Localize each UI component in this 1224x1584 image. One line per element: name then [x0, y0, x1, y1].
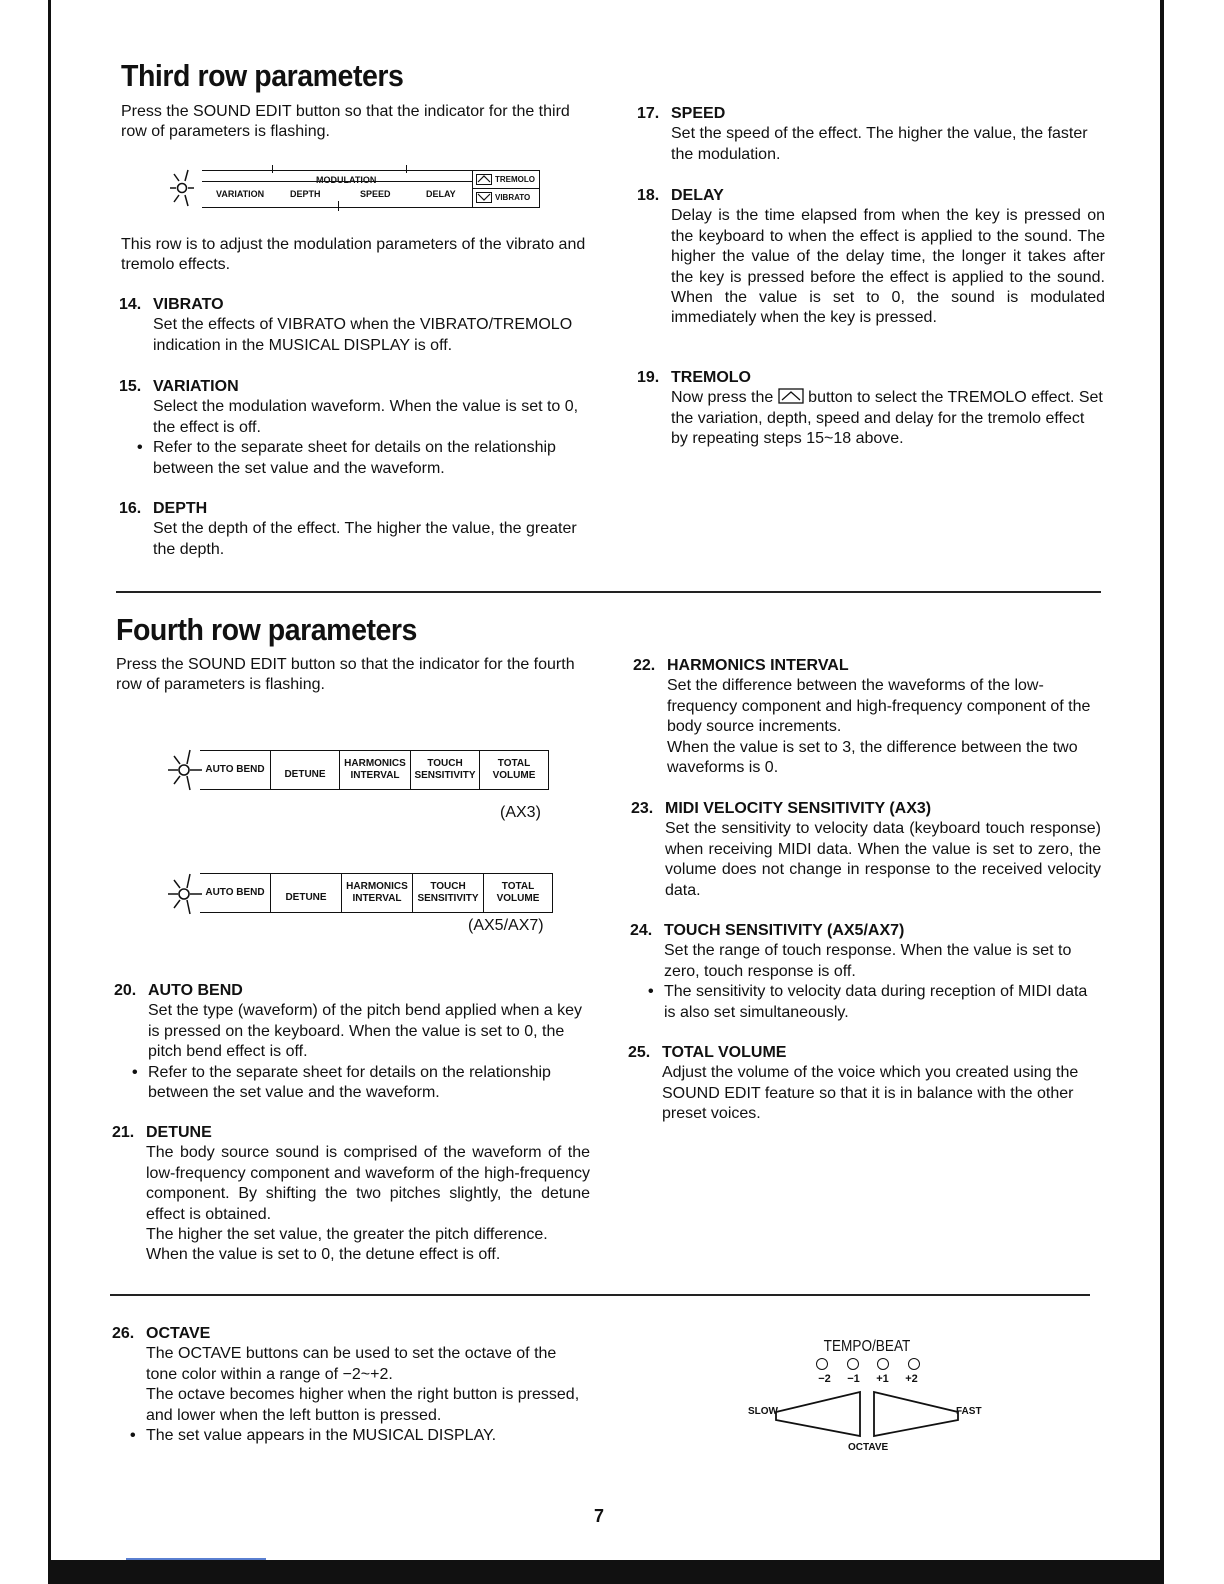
item-heading: TREMOLO: [671, 369, 751, 386]
page-edge-left: [48, 0, 51, 1584]
item-heading: VIBRATO: [153, 296, 224, 313]
item-auto-bend: 20. AUTO BEND Set the type (waveform) of the pitch bend applied when a key is pressed on the keyboard. When the value is set to 0, the pitch bend effect is off. • Refer to the separate sheet for details on the relationship between the set value and the waveform.: [114, 981, 592, 1103]
page-edge-right: [1160, 0, 1164, 1584]
model-label-ax5-ax7: (AX5/AX7): [468, 917, 544, 934]
item-heading: DEPTH: [153, 500, 208, 517]
flashing-lamp-icon: [168, 166, 204, 210]
item-midi-velocity-sensitivity: 23. MIDI VELOCITY SENSITIVITY (AX3) Set the sensitivity to velocity data (keyboard touch response) when receiving MIDI data. When the value is set to zero, the volume does not change in response to the received velocity data.: [631, 800, 1101, 899]
panel-cell-detune: DETUNE: [270, 750, 339, 790]
item-tremolo: 19. TREMOLO Now press the button to select the TREMOLO effect. Set the variation, depth, speed and delay for the tremolo effect by repeating steps 15~18 above.: [637, 369, 1103, 448]
slow-label: SLOW: [748, 1406, 778, 1417]
item-speed: 17. SPEED Set the speed of the effect. The higher the value, the faster the modulation.: [637, 105, 1088, 163]
panel-cell-touch-sensitivity: TOUCH SENSITIVITY: [410, 750, 479, 790]
panel-cell-total-volume: TOTAL VOLUME: [483, 873, 553, 913]
third-row-intro: Press the SOUND EDIT button so that the indicator for the third row of parameters is flashing.: [121, 103, 570, 141]
item-heading: TOTAL VOLUME: [662, 1044, 787, 1061]
item-harmonics-interval: 22. HARMONICS INTERVAL Set the difference between the waveforms of the low-frequency component and high-frequency component of the body source increments. When the value is set to 3, the difference between the two waveforms is 0.: [633, 657, 1091, 777]
delay-label: DELAY: [426, 189, 456, 199]
panel-cell-auto-bend: AUTO BEND: [200, 750, 270, 790]
item-heading: DETUNE: [146, 1124, 212, 1141]
item-octave: 26. OCTAVE The OCTAVE buttons can be used to set the octave of the tone color within a range of −2~+2. The octave becomes higher when the right button is pressed, and lower when the left button is pressed. • The set value appears in the MUSICAL DISPLAY.: [112, 1324, 590, 1446]
tremolo-button-icon: [778, 388, 804, 404]
depth-label: DEPTH: [290, 189, 321, 199]
panel-cell-total-volume: TOTAL VOLUME: [479, 750, 549, 790]
item-total-volume: 25. TOTAL VOLUME Adjust the volume of the voice which you created using the SOUND EDIT feature so that it is in balance with the other preset voices.: [628, 1044, 1079, 1123]
item-heading: DELAY: [671, 187, 724, 204]
lamp-icon: [908, 1358, 920, 1370]
page-number: 7: [594, 1506, 605, 1526]
fourth-row-intro: Press the SOUND EDIT button so that the indicator for the fourth row of parameters is flashing.: [116, 656, 575, 694]
octave-down-button[interactable]: [774, 1390, 864, 1438]
lamp-icon: [847, 1358, 859, 1370]
speed-label: SPEED: [360, 189, 391, 199]
vibrato-wave-icon: [476, 192, 492, 203]
fourth-row-panel-ax5-ax7: [200, 873, 553, 913]
modulation-group-label: MODULATION: [316, 175, 377, 185]
lamp-icon: [877, 1358, 889, 1370]
variation-label: VARIATION: [216, 189, 265, 199]
item-touch-sensitivity: 24. TOUCH SENSITIVITY (AX5/AX7) Set the range of touch response. When the value is set to zero, touch response is off. • The sensitivity to velocity data during reception of MIDI data is also set simultaneously.: [630, 921, 1100, 1023]
item-heading: OCTAVE: [146, 1325, 211, 1342]
modulation-panel: [202, 170, 472, 208]
panel-cell-detune: DETUNE: [270, 873, 341, 913]
item-heading: TOUCH SENSITIVITY (AX5/AX7): [664, 922, 905, 939]
item-delay: 18. DELAY Delay is the time elapsed from when the key is pressed on the keyboard to when the effect is applied to the sound. The higher the value of the delay time, the longer it takes after the key is pressed before the effect is applied to the sound. When the value is set to 0, the sound is modulated immediately when the key is pressed.: [637, 187, 1105, 327]
item-variation: 15. VARIATION Select the modulation waveform. When the value is set to 0, the effect is off. • Refer to the separate sheet for details on the relationship between the set value and the waveform.: [119, 377, 594, 479]
item-heading: AUTO BEND: [148, 982, 243, 999]
item-heading: MIDI VELOCITY SENSITIVITY (AX3): [665, 800, 932, 817]
tremolo-label: TREMOLO: [495, 175, 535, 184]
panel-cell-harmonics-interval: HARMONICS INTERVAL: [341, 873, 412, 913]
model-label-ax3: (AX3): [500, 804, 541, 821]
panel-cell-harmonics-interval: HARMONICS INTERVAL: [339, 750, 410, 790]
page-edge-bottom: [48, 1560, 1164, 1584]
section-divider: [110, 1294, 1090, 1296]
page-edge-mark: [126, 1558, 266, 1560]
item-heading: VARIATION: [153, 378, 239, 395]
item-vibrato: 14. VIBRATO Set the effects of VIBRATO when the VIBRATO/TREMOLO indication in the MUSICAL DISPLAY is off.: [119, 296, 573, 354]
octave-label: OCTAVE: [848, 1442, 889, 1453]
item-heading: SPEED: [671, 105, 726, 122]
item-detune: 21. DETUNE The body source sound is comprised of the waveform of the low-frequency component and waveform of the high-frequency component. By shifting the two pitches slightly, the detune effect is obtained. The higher the set value, the greater the pitch difference. When the value is set to 0, the detune effect is off.: [112, 1124, 590, 1264]
lamp-icon: [816, 1358, 828, 1370]
third-row-title: Third row parameters: [121, 58, 404, 93]
fourth-row-title: Fourth row parameters: [116, 612, 417, 647]
octave-indicator-lamps: [812, 1358, 924, 1370]
item-depth: 16. DEPTH Set the depth of the effect. The higher the value, the greater the depth.: [119, 500, 577, 558]
octave-up-button[interactable]: [872, 1390, 962, 1438]
panel-cell-touch-sensitivity: TOUCH SENSITIVITY: [412, 873, 483, 913]
fourth-row-panel-ax3: [200, 750, 549, 790]
tremolo-vibrato-box: [472, 170, 540, 208]
third-row-description: This row is to adjust the modulation parameters of the vibrato and tremolo effects.: [121, 236, 586, 274]
fast-label: FAST: [956, 1406, 982, 1417]
tremolo-wave-icon: [476, 174, 492, 185]
section-divider: [116, 591, 1101, 593]
vibrato-label: VIBRATO: [495, 193, 531, 202]
item-heading: HARMONICS INTERVAL: [667, 657, 849, 674]
octave-step-labels: −2 −1 +1 +2: [818, 1373, 918, 1385]
panel-cell-auto-bend: AUTO BEND: [200, 873, 270, 913]
tempo-beat-label: TEMPO/BEAT: [823, 1338, 911, 1355]
